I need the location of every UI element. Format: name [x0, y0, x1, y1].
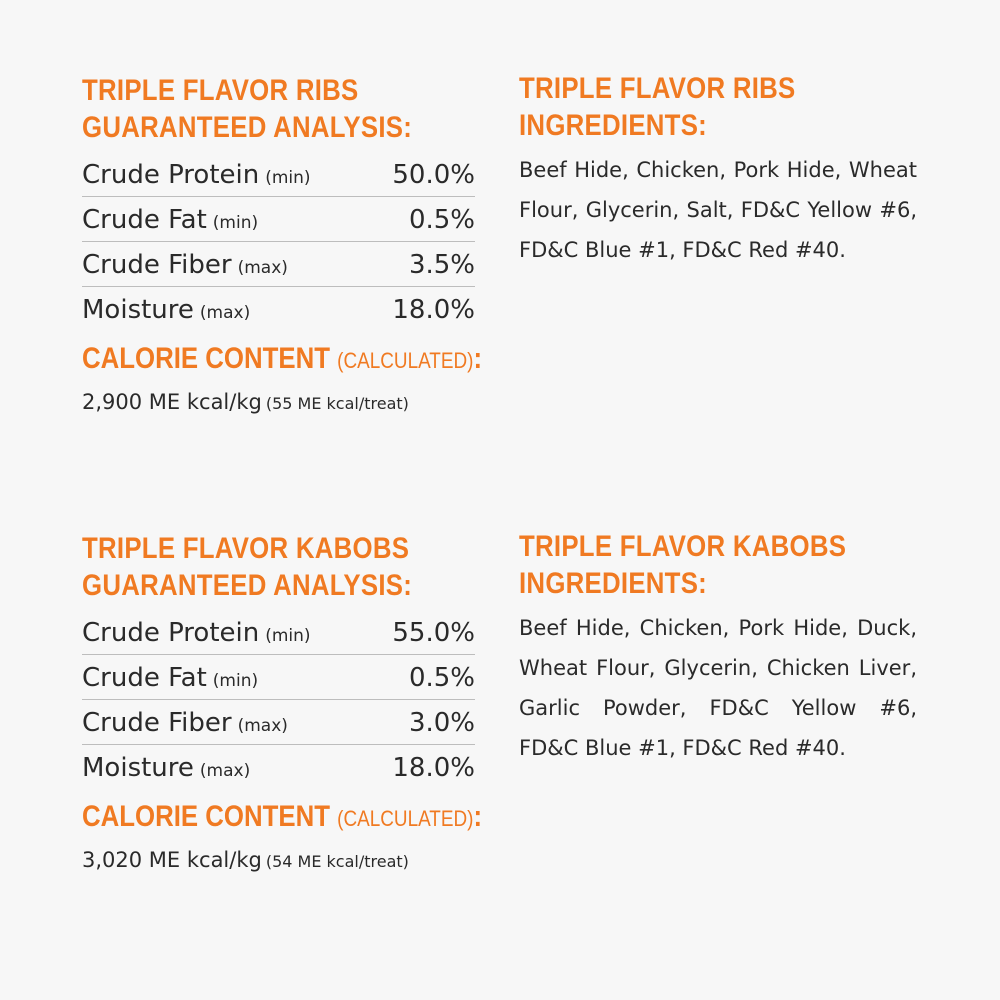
nutrient-name: Moisture	[82, 295, 194, 325]
kabobs-guaranteed-analysis	[82, 530, 483, 872]
nutrient-row	[82, 197, 475, 242]
ribs-ingredients-heading	[519, 70, 917, 144]
ribs-ingredients-heading-line2: INGREDIENTS:	[519, 109, 708, 142]
calorie-value: 3,020 ME kcal/kg	[82, 848, 262, 872]
nutrient-qualifier: (max)	[199, 303, 251, 323]
nutrient-name: Crude Protein	[82, 160, 260, 190]
nutrient-value: 0.5%	[408, 663, 475, 693]
nutrient-value: 3.0%	[408, 708, 475, 738]
ribs-ingredients-heading-line1: TRIPLE FLAVOR RIBS	[519, 72, 796, 105]
calorie-subheading: (CALCULATED)	[337, 348, 474, 373]
kabobs-calorie-heading	[82, 798, 483, 838]
ribs-analysis-heading	[82, 72, 475, 146]
ribs-ingredients-text: Beef Hide, Chicken, Pork Hide, Wheat Flour, Glycerin, Salt, FD&C Yellow #6, FD&C Blue #1, FD&C Red #40.	[519, 158, 917, 262]
kabobs-calorie-value	[82, 848, 475, 872]
nutrient-qualifier: (min)	[265, 168, 311, 188]
kabobs-analysis-heading-line1: TRIPLE FLAVOR KABOBS	[82, 532, 410, 565]
nutrient-name: Crude Fat	[82, 663, 207, 693]
nutrient-row	[82, 655, 475, 700]
nutrient-row	[82, 287, 475, 332]
ribs-nutrient-table	[82, 152, 475, 332]
ribs-calorie-heading	[82, 340, 483, 380]
kabobs-analysis-heading	[82, 530, 475, 604]
nutrient-qualifier: (min)	[212, 213, 259, 233]
nutrient-qualifier: (max)	[199, 761, 251, 781]
calorie-colon: :	[473, 800, 483, 833]
nutrient-qualifier: (min)	[212, 671, 259, 691]
nutrient-row	[82, 152, 475, 197]
calorie-colon: :	[473, 342, 483, 375]
nutrient-name: Crude Fiber	[82, 250, 232, 280]
nutrient-value: 3.5%	[408, 250, 475, 280]
nutrient-value: 50.0%	[392, 160, 475, 190]
kabobs-nutrient-table	[82, 610, 475, 790]
ribs-guaranteed-analysis	[82, 72, 483, 414]
nutrient-value: 55.0%	[392, 618, 475, 648]
nutrient-value: 18.0%	[392, 753, 475, 783]
nutrient-name: Crude Protein	[82, 618, 260, 648]
calorie-per-treat: (55 ME kcal/treat)	[265, 394, 409, 413]
kabobs-analysis-heading-line2: GUARANTEED ANALYSIS:	[82, 569, 413, 602]
nutrient-qualifier: (min)	[265, 626, 311, 646]
nutrient-qualifier: (max)	[237, 258, 288, 278]
ribs-calorie-value	[82, 390, 475, 414]
calorie-per-treat: (54 ME kcal/treat)	[265, 852, 409, 871]
nutrient-row	[82, 610, 475, 655]
nutrient-name: Crude Fat	[82, 205, 207, 235]
kabobs-ingredients-heading	[519, 528, 917, 602]
kabobs-ingredients-text: Beef Hide, Chicken, Pork Hide, Duck, Wheat Flour, Glycerin, Chicken Liver, Garlic Powder, FD&C Yellow #6, FD&C Blue #1, FD&C Red #40.	[519, 616, 917, 760]
nutrient-row	[82, 745, 475, 790]
nutrient-value: 0.5%	[408, 205, 475, 235]
calorie-subheading: (CALCULATED)	[337, 806, 474, 831]
nutrient-value: 18.0%	[392, 295, 475, 325]
kabobs-ingredients	[519, 530, 917, 768]
kabobs-ingredients-heading-line1: TRIPLE FLAVOR KABOBS	[519, 530, 847, 563]
calorie-heading-text: CALORIE CONTENT	[82, 800, 330, 833]
ribs-ingredients	[519, 72, 917, 270]
nutrient-name: Moisture	[82, 753, 194, 783]
calorie-value: 2,900 ME kcal/kg	[82, 390, 262, 414]
ribs-analysis-heading-line1: TRIPLE FLAVOR RIBS	[82, 74, 359, 107]
calorie-heading-text: CALORIE CONTENT	[82, 342, 330, 375]
nutrient-row	[82, 242, 475, 287]
nutrient-row	[82, 700, 475, 745]
nutrient-qualifier: (max)	[237, 716, 288, 736]
ribs-analysis-heading-line2: GUARANTEED ANALYSIS:	[82, 111, 413, 144]
kabobs-ingredients-heading-line2: INGREDIENTS:	[519, 567, 708, 600]
nutrient-name: Crude Fiber	[82, 708, 232, 738]
